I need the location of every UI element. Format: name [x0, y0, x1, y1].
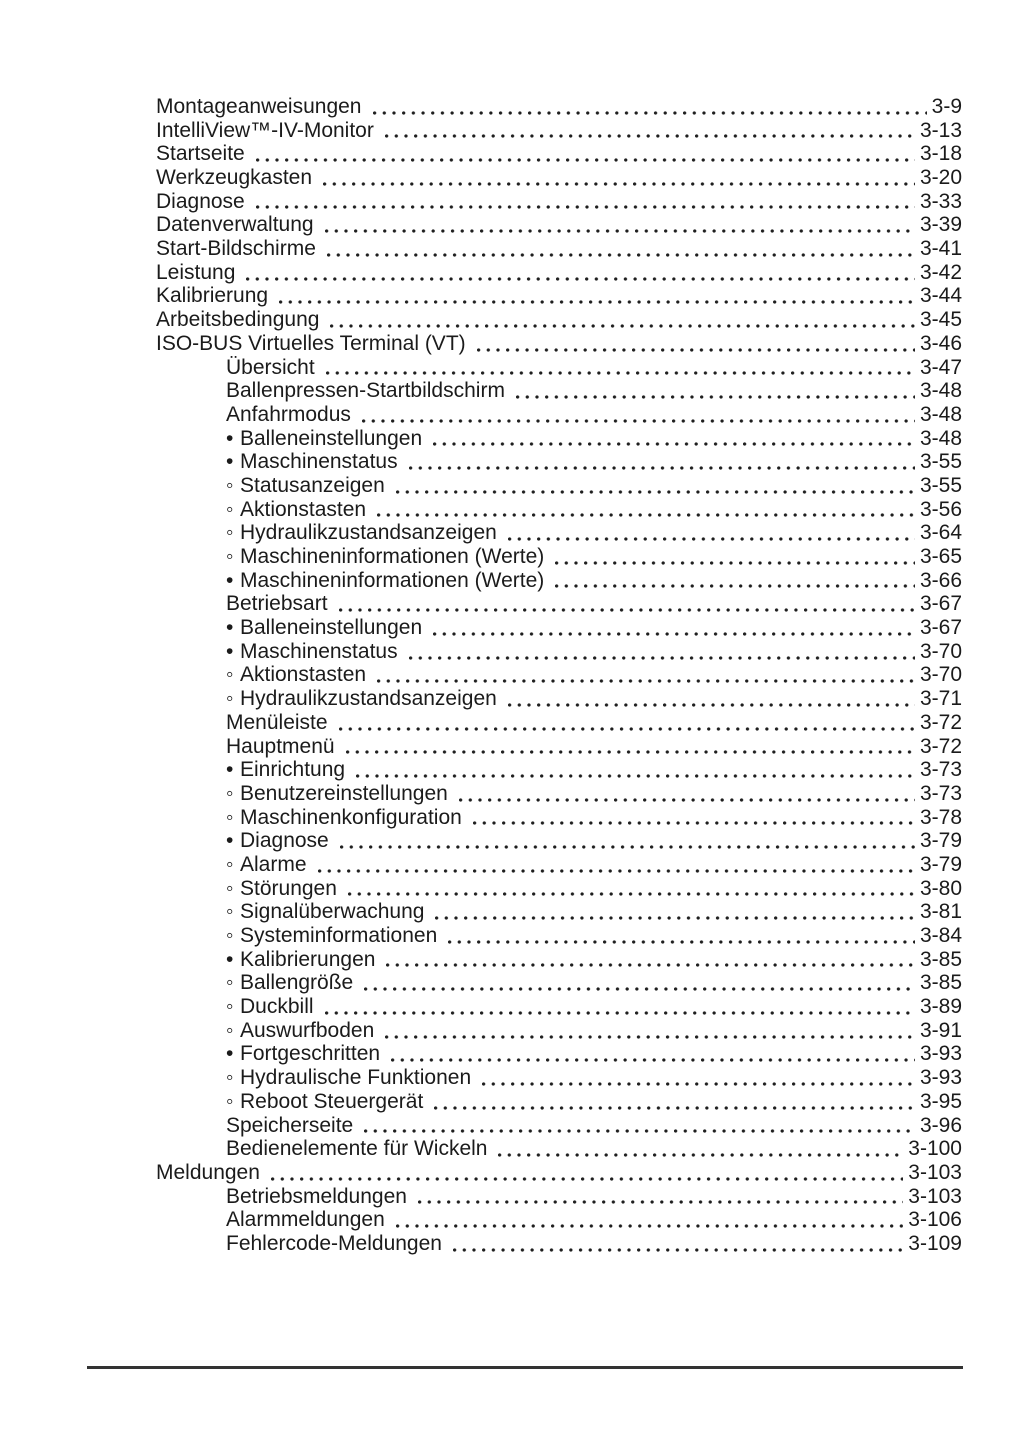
toc-entry-label: Speicherseite — [226, 1113, 354, 1137]
dot-leader — [404, 450, 918, 474]
toc-entry-label: Kalibrierung — [156, 284, 269, 308]
toc-page-number: 3-93 — [919, 1066, 962, 1090]
dot-leader — [359, 1114, 918, 1138]
dot-leader — [357, 403, 918, 427]
bullet-icon: ◦ — [226, 852, 234, 876]
toc-page-number: 3-106 — [908, 1208, 962, 1232]
toc-page-number: 3-48 — [919, 379, 962, 403]
toc-page-number: 3-46 — [919, 331, 962, 355]
toc-page-number: 3-39 — [919, 213, 962, 237]
bullet-icon: • — [226, 450, 234, 474]
dot-leader — [503, 687, 918, 711]
dot-leader — [322, 237, 918, 261]
toc-entry-label: Maschineninformationen (Werte) — [240, 568, 545, 592]
toc-entry-row — [156, 379, 962, 403]
toc-entry-label: Hauptmenü — [226, 734, 335, 758]
bullet-icon: ◦ — [226, 805, 234, 829]
toc-entry-label: Leistung — [156, 260, 236, 284]
toc-entry-label: Maschineninformationen (Werte) — [240, 545, 545, 569]
bullet-icon: ◦ — [226, 876, 234, 900]
toc-entry-label: Ballenpressen-Startbildschirm — [226, 379, 505, 403]
toc-entry-label: Fortgeschritten — [240, 1042, 381, 1066]
toc-entry-row — [156, 237, 962, 261]
toc-entry-label: Kalibrierungen — [240, 947, 376, 971]
dot-leader — [429, 1090, 918, 1114]
toc-entry-row — [156, 592, 962, 616]
dot-leader — [325, 308, 918, 332]
toc-entry-row — [156, 1019, 962, 1043]
toc-entry-row — [156, 735, 962, 759]
toc-entry-label: Systeminformationen — [240, 924, 438, 948]
toc-entry-row — [156, 687, 962, 711]
toc-page-number: 3-79 — [919, 852, 962, 876]
toc-entry-row — [156, 806, 962, 830]
bullet-icon: ◦ — [226, 900, 234, 924]
toc-entry-label: Einrichtung — [240, 758, 346, 782]
toc-page-number: 3-48 — [919, 426, 962, 450]
toc-page-number: 3-85 — [919, 947, 962, 971]
toc-page-number: 3-70 — [919, 663, 962, 687]
toc-page-number: 3-100 — [908, 1137, 962, 1161]
toc-page-number: 3-20 — [919, 166, 962, 190]
bullet-icon: ◦ — [226, 473, 234, 497]
bullet-icon: • — [226, 1042, 234, 1066]
toc-entry-row — [156, 1208, 962, 1232]
toc-entry-label: Bedienelemente für Wickeln — [226, 1137, 488, 1161]
bullet-icon: • — [226, 829, 234, 853]
toc-entry-label: Fehlercode-Meldungen — [226, 1231, 442, 1255]
toc-entry-row — [156, 142, 962, 166]
toc-entry-row — [156, 474, 962, 498]
toc-page-number: 3-56 — [919, 497, 962, 521]
bullet-icon: • — [226, 426, 234, 450]
dot-leader — [335, 829, 918, 853]
toc-entry-label: Übersicht — [226, 355, 315, 379]
dot-leader — [343, 877, 918, 901]
toc-entry-label: Störungen — [240, 876, 337, 900]
toc-page-number: 3-13 — [919, 118, 962, 142]
toc-page-number: 3-89 — [919, 995, 962, 1019]
toc-page-number: 3-42 — [919, 260, 962, 284]
toc-entry-row — [156, 545, 962, 569]
toc-entry-row — [156, 1185, 962, 1209]
toc-page-number: 3-41 — [919, 237, 962, 261]
toc-page-number: 3-96 — [919, 1113, 962, 1137]
toc-page-number: 3-55 — [919, 450, 962, 474]
dot-leader — [372, 664, 918, 688]
toc-entry-label: IntelliView™-IV-Monitor — [156, 118, 374, 142]
toc-page-number: 3-81 — [919, 900, 962, 924]
bullet-icon: ◦ — [226, 971, 234, 995]
dot-leader — [372, 498, 918, 522]
toc-page-number: 3-93 — [919, 1042, 962, 1066]
toc-entry-row — [156, 640, 962, 664]
bullet-icon: • — [226, 639, 234, 663]
dot-leader — [511, 379, 918, 403]
toc-entry-row — [156, 285, 962, 309]
dot-leader — [380, 1019, 918, 1043]
toc-entry-label: Start-Bildschirme — [156, 237, 316, 261]
toc-page-number: 3-95 — [919, 1089, 962, 1113]
toc-entry-row — [156, 119, 962, 143]
toc-entry-label: Hydraulikzustandsanzeigen — [240, 687, 497, 711]
dot-leader — [274, 285, 918, 309]
toc-entry-label: Betriebsmeldungen — [226, 1184, 407, 1208]
toc-entry-row — [156, 1043, 962, 1067]
dot-leader — [468, 806, 918, 830]
toc-entry-row — [156, 877, 962, 901]
toc-entry-label: Anfahrmodus — [226, 402, 351, 426]
toc-entry-row — [156, 1161, 962, 1185]
dot-leader — [368, 95, 930, 119]
toc-page-number: 3-72 — [919, 710, 962, 734]
toc-entry-row — [156, 900, 962, 924]
toc-entry-row — [156, 1232, 962, 1256]
toc-page-number: 3-18 — [919, 142, 962, 166]
toc-page-number: 3-67 — [919, 616, 962, 640]
toc-entry-row — [156, 664, 962, 688]
toc-entry-row — [156, 332, 962, 356]
toc-entry-row — [156, 616, 962, 640]
toc-entry-row — [156, 521, 962, 545]
dot-leader — [321, 356, 918, 380]
bullet-icon: • — [226, 616, 234, 640]
toc-page-number: 3-66 — [919, 568, 962, 592]
toc-page-number: 3-91 — [919, 1018, 962, 1042]
dot-leader — [251, 190, 918, 214]
toc-page-number: 3-47 — [919, 355, 962, 379]
toc-page-number: 3-45 — [919, 308, 962, 332]
toc-entry-label: Betriebsart — [226, 592, 328, 616]
toc-entry-row — [156, 356, 962, 380]
toc-entry-label: Startseite — [156, 142, 245, 166]
toc-page-number: 3-103 — [908, 1184, 962, 1208]
toc-entry-row — [156, 450, 962, 474]
bullet-icon: ◦ — [226, 995, 234, 1019]
toc-entry-label: Aktionstasten — [240, 497, 367, 521]
toc-page-number: 3-103 — [908, 1160, 962, 1184]
dot-leader — [550, 545, 918, 569]
toc-page-number: 3-84 — [919, 924, 962, 948]
footer-divider — [87, 1366, 963, 1369]
toc-entry-label: Balleneinstellungen — [240, 616, 423, 640]
bullet-icon: • — [226, 568, 234, 592]
bullet-icon: ◦ — [226, 545, 234, 569]
toc-entry-label: Montageanweisungen — [156, 94, 362, 118]
toc-entry-label: Reboot Steuergerät — [240, 1089, 424, 1113]
dot-leader — [428, 616, 918, 640]
bullet-icon: ◦ — [226, 924, 234, 948]
dot-leader — [359, 971, 918, 995]
toc-page-number: 3-79 — [919, 829, 962, 853]
toc-entry-label: Diagnose — [156, 189, 245, 213]
toc-page-number: 3-72 — [919, 734, 962, 758]
toc-entry-label: Diagnose — [240, 829, 329, 853]
toc-page-number: 3-55 — [919, 473, 962, 497]
toc-entry-row — [156, 569, 962, 593]
toc-entry-label: Maschinenstatus — [240, 450, 398, 474]
dot-leader — [493, 1137, 906, 1161]
bullet-icon: ◦ — [226, 1089, 234, 1113]
toc-entry-label: Benutzereinstellungen — [240, 781, 448, 805]
bullet-icon: ◦ — [226, 687, 234, 711]
toc-entry-row — [156, 1114, 962, 1138]
dot-leader — [241, 261, 918, 285]
toc-entry-label: Auswurfboden — [240, 1018, 375, 1042]
dot-leader — [320, 995, 918, 1019]
toc-entry-label: Datenverwaltung — [156, 213, 314, 237]
bullet-icon: ◦ — [226, 521, 234, 545]
toc-entry-row — [156, 213, 962, 237]
bullet-icon: • — [226, 947, 234, 971]
dot-leader — [341, 735, 918, 759]
toc-entry-label: Duckbill — [240, 995, 314, 1019]
dot-leader — [413, 1185, 906, 1209]
dot-leader — [472, 332, 918, 356]
dot-leader — [313, 853, 918, 877]
toc-page-number: 3-44 — [919, 284, 962, 308]
toc-entry-label: Alarmmeldungen — [226, 1208, 385, 1232]
toc-entry-row — [156, 924, 962, 948]
dot-leader — [448, 1232, 906, 1256]
toc-entry-row — [156, 166, 962, 190]
dot-leader — [428, 427, 918, 451]
dot-leader — [454, 782, 918, 806]
dot-leader — [430, 900, 918, 924]
dot-leader — [320, 213, 918, 237]
toc-entry-label: Balleneinstellungen — [240, 426, 423, 450]
toc-page-number: 3-78 — [919, 805, 962, 829]
toc-entry-label: Hydraulikzustandsanzeigen — [240, 521, 497, 545]
toc-entry-label: Aktionstasten — [240, 663, 367, 687]
dot-leader — [503, 521, 918, 545]
toc-page-number: 3-65 — [919, 545, 962, 569]
toc-page-number: 3-67 — [919, 592, 962, 616]
toc-entry-row — [156, 782, 962, 806]
toc-entry-row — [156, 403, 962, 427]
toc-page-number: 3-64 — [919, 521, 962, 545]
dot-leader — [334, 711, 918, 735]
toc-entry-row — [156, 1137, 962, 1161]
toc-entry-label: Ballengröße — [240, 971, 354, 995]
toc-page-number: 3-85 — [919, 971, 962, 995]
toc-entry-row — [156, 1066, 962, 1090]
toc-entry-row — [156, 427, 962, 451]
dot-leader — [381, 948, 918, 972]
toc-entry-label: Statusanzeigen — [240, 473, 385, 497]
toc-entry-label: Maschinenkonfiguration — [240, 805, 462, 829]
dot-leader — [391, 474, 918, 498]
dot-leader — [351, 758, 918, 782]
toc-entry-row — [156, 308, 962, 332]
dot-leader — [443, 924, 918, 948]
dot-leader — [404, 640, 918, 664]
toc-entry-row — [156, 971, 962, 995]
toc-entry-row — [156, 995, 962, 1019]
toc-entry-label: Alarme — [240, 852, 307, 876]
dot-leader — [477, 1066, 918, 1090]
toc-entry-row — [156, 758, 962, 782]
toc-page-number: 3-73 — [919, 781, 962, 805]
dot-leader — [386, 1043, 918, 1067]
table-of-contents — [156, 95, 962, 1256]
toc-entry-row — [156, 711, 962, 735]
toc-entry-label: Werkzeugkasten — [156, 166, 313, 190]
toc-entry-label: Arbeitsbedingung — [156, 308, 320, 332]
toc-entry-row — [156, 498, 962, 522]
dot-leader — [550, 569, 918, 593]
bullet-icon: ◦ — [226, 781, 234, 805]
toc-page-number: 3-73 — [919, 758, 962, 782]
toc-entry-label: Menüleiste — [226, 710, 328, 734]
toc-entry-row — [156, 95, 962, 119]
toc-page-number: 3-80 — [919, 876, 962, 900]
toc-entry-row — [156, 190, 962, 214]
toc-entry-label: Signalüberwachung — [240, 900, 425, 924]
toc-page-number: 3-71 — [919, 687, 962, 711]
toc-entry-label: Meldungen — [156, 1160, 260, 1184]
dot-leader — [391, 1208, 907, 1232]
dot-leader — [266, 1161, 906, 1185]
dot-leader — [318, 166, 918, 190]
toc-page-number: 3-9 — [931, 94, 962, 118]
toc-entry-row — [156, 261, 962, 285]
bullet-icon: ◦ — [226, 1066, 234, 1090]
toc-page-number: 3-109 — [908, 1231, 962, 1255]
toc-entry-row — [156, 829, 962, 853]
dot-leader — [380, 119, 918, 143]
dot-leader — [251, 142, 918, 166]
toc-entry-row — [156, 948, 962, 972]
toc-entry-label: ISO-BUS Virtuelles Terminal (VT) — [156, 331, 466, 355]
bullet-icon: ◦ — [226, 663, 234, 687]
toc-entry-row — [156, 1090, 962, 1114]
toc-page-number: 3-33 — [919, 189, 962, 213]
toc-entry-row — [156, 853, 962, 877]
bullet-icon: ◦ — [226, 497, 234, 521]
toc-entry-label: Maschinenstatus — [240, 639, 398, 663]
bullet-icon: • — [226, 758, 234, 782]
toc-page-number: 3-70 — [919, 639, 962, 663]
dot-leader — [334, 592, 918, 616]
toc-page-number: 3-48 — [919, 402, 962, 426]
toc-entry-label: Hydraulische Funktionen — [240, 1066, 472, 1090]
bullet-icon: ◦ — [226, 1018, 234, 1042]
